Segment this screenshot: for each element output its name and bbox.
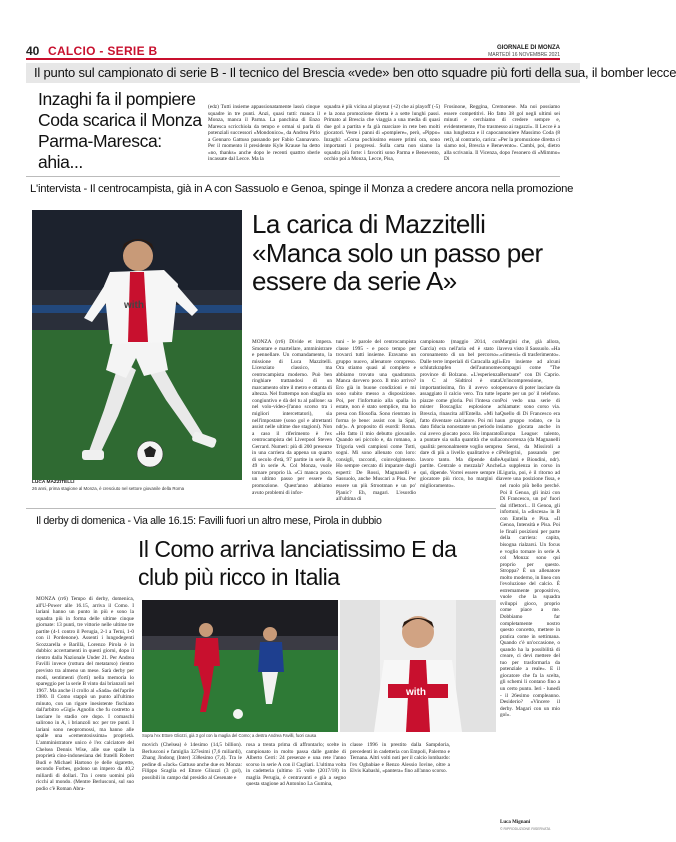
como-article-column-4: classe 1996 in prestito dalla Sampdoria, precedenti in cadetteria con Empoli, Palermo e Ternana. Altri volti noti per il calcio lombardo: l'ex Ogbabiae e Renzo Alessio Iovine, oltre a Elvis Kabashi, «pantera» fino all'anno scorso. [350, 742, 450, 775]
divider [26, 508, 496, 509]
main-article-column-4: Margini che, già allora, aveva visto il Sassuolo. «Ha «rimessi» di trasferimento». «Ero insieme ad alcuni compagni come "The Bernaute" con Di Caprio. Un'incomprensione, pensavo di poter lasciare da parte per un po' il telefono. Poi vedo una serie di chiamate: sono corso via. Quello di Di Francesco era un gruppo rodato, ce la siamo giocata anche in Europa League: talento, concorrenza (da Magnanelli a Sensi, da Missiroli a Pellegrini, passando per Aquilani e Biondini, ndr). La supplenza in corso in Liguria, poi, è il ritorno ad avere una posizione fissa, e nel ruolo più bello perché. Poi il Genoa, gli inizi con Di Francesco, un po' fuori dai riflettori... Il Genoa, gli infortuni, la «discesa» in B con Entella e Pisa. «Il Genoa, Intensità e Pisa. Poi le finali posizioni per parte della carriera: capita, bisogna rialzarsi. Un focus e voglio tornare in serie A col Monza: sono qui proprio per questo. Stroppa? È un allenatore molto moderno, in linea con l'evoluzione del calcio. È estremamente propositivo, vuole che la squadra sviluppi gioco, proprio come piace a me. Dobbiamo far completamente nostro questo concetto, mettere in pratica come in settimana. Quando c'è un'occasione, o quando ha la possibilità di creare, ci devi mettere del tuo per trasformarla da potenziale a reale». E il giocatore che fa la scelta, gli schemi li contano fino a un certo punto. Ieri - lunedì - il 26esimo compleanno. Desiderio? «Vincere il derby. Magari con un mio gol». [500, 339, 560, 719]
top-kicker-strip [26, 63, 676, 83]
main-headline: La carica di Mazzitelli «Manca solo un passo per essere da serie A» [252, 209, 543, 296]
top-article-headline: Inzaghi fa il pompiere Coda scarica il Monza Parma-Maresca: ahia... [38, 89, 202, 172]
como-article-column-1: MONZA (rr6) Tempo di derby, domenica, all'U-Power alle 16.15, arriva il Como. I lariani hanno un punto in più e sono la squadra più in forma delle ultime cinque giornate: 13 punti, tre vittorie nelle ultime tre partite (4-1 contro il Perugia, 2-1 a Terni, 1-0 con il Pordenone). Assenti i lungodegenti Scozzarella e Barillà, Lorenzo Pirola è in dubbio: accertamenti in questi giorni, dopo il rientro dalla Nazionale Under 21. Per Andrea Favilli invece (rottura del metatarso) rientro previsto tra almeno un mese. Sarà derby per modi, sentimenti (forti) nella memoria lo spareggio per la serie B vinto dai brianzoli nel 1967. Ma anche il crollo al «Sada» dell'aprile 1980. Il Como stappò un punto all'ultimo minuto, con un rigore inesistente fischiato dall'arbitro «Gigi» Agnolin che fu costretto a lasciare lo stadio ore dopo. I comaschi salirono in A, i brianzoli no: per tre punti. I lariani sono neopromossi, ma hanno alle spalle una «cementosissima» proprietà. L'amministratore unico è l'ex calciatore del Chelsea Dennis Wise, alle sue spalle la proprietà cino-indonesiana dei fratelli Robert Budi e Michael Hartono (e delle sigarette, secondo Forbes, godono un impero da 40,2 miliardi di dollari. Tra i cento uomini più ricchi al mondo. (Mentre Berlusconi, sul suo podio c'è Roman Abra- [36, 596, 134, 792]
main-article-column-3: campionato (maggio 2014, con Garcia) era nell'aria ed è stato il coronamento di un bel percorso». Dalle terre imperiali di Caracalla agli schlutzkrapfen dell'autonome province di Bolzano. «L'esperienza in C al Südtirol è stata importantissima, fin il avevo solo assaggiato il calcio vero. Tra tutte le piazze come gloria. Poi l'intesa con mister Boscaglia: esplosione a Brescia, rinascita all'Entella. «Mi ha fatto diventare calciatore. Poi mi ha dato fiducia nonostante un periodo in cui avevo giocato poco. Ho imparato a puntare sia sulla quantità che sulla qualità: personalmente voglio sempre dare di più a livello qualitativo e ci lavoro tanto. Ma dipende dalle partite. Centrale o mezzala? Anche qui, dipende. Vorrei essere sempre il giocatore più ricco, ho margini di miglioramento». [420, 339, 500, 490]
newspaper-name: GIORNALE DI MONZA [497, 45, 560, 51]
copyright-notice: © RIPRODUZIONE RISERVATA [500, 827, 551, 831]
match-illustration [142, 600, 338, 732]
top-kicker-text: Il punto sul campionato di serie B - Il tecnico del Brescia «vede» ben otto squadre più forti della sua, il bomber lecce [34, 65, 676, 80]
favilli-illustration [340, 600, 496, 732]
como-headline: Il Como arriva lanciatissimo E da club più ricco in Italia [138, 536, 457, 590]
author-signature: Luca Mignani [500, 820, 531, 825]
banner-text: with [406, 687, 426, 698]
photo-caption: 26 anni, prima stagione al Monza, è cresciuto nel settore giovanile della Roma [32, 486, 185, 491]
main-article-column-1: MONZA (rr6) Divide et impera. Smontare e martellare, amministrare e pennellare. Un comandamento, la missione di Luca Mazzitelli. Licenziato classico, ma centrocampista moderno. Può ben ringhiare trattandosi di un marcamento oltre il metro e ottanta di altezza. Nel frattempo non sbaglia un congiuntivo e dà del tu al pallone: sa nel volo-video-(l'anno scorso tra i migliori intercettatori), sia nell'impostare (sono gol e altrettanti assist nelle ultime due stagioni). Non a caso il riferimento è l'ex centrocampista del Liverpool Steven Gerrard. Numeri: più di 200 presenze in una carriera da appena un quarto di secolo d'età, 97 partite in serie B, 49 in serie A. Col Monza, vuole tornare proprio là. «Ci manca poco, un ultimo passo per essere da promozione. Quest'anno abbiamo avuto problemi di infor- [252, 339, 333, 496]
page-number: 40 [26, 44, 40, 58]
top-article-column-3: Frosinone, Reggina, Cremonese. Ma noi possiamo essere competitivi. Ho fatto 38 gol negli ultimi sei minuti e cerchiamo di credere sempre e, evidentemente, l'ho trasmesso ai ragazzi». Il Lecce è a una lunghezza e il capocannoniere Massimo Coda (8 reti), al contrario, carica: «Per la promozione diretta ci siamo noi, Brescia e Benevento». Cambi, poi, dietro alla scrivania. Il Vicenza, dopo l'esonero di «Mimmo» Di [444, 104, 560, 163]
publication-date: MARTEDÌ 16 NOVEMBRE 2021 [488, 52, 560, 58]
gliozzi-photo [142, 600, 338, 732]
section-title: CALCIO - SERIE B [48, 44, 158, 58]
photo-caption-title: LUCA MAZZITELLI [32, 480, 75, 485]
page-header [26, 44, 560, 60]
top-article-column-2: squadra è più vicina al playout (+2) che ai playoff (-5) e la zona promozione diretta è a sette lunghi passi. Primato al Brescia che viaggia a una media di quasi due gol a partita e fa già marciare in rete ben molti giocatori. Veste i panni di «pompiere», però, «Pippo» Inzaghi: «Corsa pochissimo essere primi ora, sono importanti i progressi. Sulla carta non siamo la squadra più forte: i favoriti sono Parma e Benevento, occhio poi a Monza, Lecce, Pisa, [324, 104, 440, 163]
photo-caption: Sopra l'ex Ettore Gliozzi, già 3 gol con la maglia del Como; a destra Andrea Favilli, fuori causa [142, 733, 317, 738]
interview-kicker: L'intervista - Il centrocampista, già in A con Sassuolo e Genoa, spinge il Monza a credere ancora nella promozione [30, 183, 574, 195]
main-article-column-2: tuni - le parole del centrocampista classe 1995 - e poco tempo per trovarci tutti insieme. Eravamo un gruppo nuovo, allenatore compreso. Ora stiamo quasi al completo e abbiamo trovato una quadratura. Manca davvero poco. Il mio arrivo? Ero già in buone condizioni e mi sono subito messo a disposizione. Poi, per l'infortunio alla spalla in estate, non è stato semplice, ma ho presa con filosofia. Sono rientrato in forma (e bene: assist con la Spal, ndr)». A proposito di esordi: Roma. «Ho fatto il mio debutto giovanile. Quando sei piccolo e, da romano, a Trigoria vedi campioni come Totti, sogni. Mi sono allenato con loro: consigli, racconti, coinvolgimento. Ho sempre cercato di imparare dagli esperti: De Rossi, Magnanelli e Sassuolo, anche Muscari a Pisa. Per essere un più Strootman e un po' Pjanic? Eh, magari. L'esordio all'ultima di [336, 339, 416, 503]
footballer-illustration [32, 210, 242, 480]
mazzitelli-photo [32, 210, 242, 480]
como-article-column-2: movich (Chelsea) è 14esimo (14,5 billion). Berlusconi e famiglia 327esimi (7,6 miliardi), Zhang Jindong (Inter) 338esimo (7,4). Tra le pedine di «Jack» Gattuso anche due ex Monza: Filippo Scaglia ed Ettore Gliozzi (3 gol), possibili in campo dal presidio al Cesenate e [142, 742, 242, 781]
favilli-photo [340, 600, 496, 732]
shirt-sponsor: with [124, 300, 144, 311]
como-article-column-3: rosa a trenta prima di affrontarlo; scelte in campionato in molto passa dalle gambe di Alberto Cerri: 24 presenze e una rete l'anno scorso in serie A con il Cagliari. L'ultima volta in cadetteria (ultimo 15 volte (2017/18) in maglia Perugia, è centravanti e già a segno questa stagione ad Antonino La Gumina, [246, 742, 346, 788]
top-article-column-1: (edz) Tutti insieme appassionatamente lassù cinque squadre in tre punti. Anzi, quasi tutti: manca il Monza, manca il Parma. La panchina di Enzo Maresca scricchiola da tempo e ormai si parla di potenziali successori «Mondonico», da Andrea Pirlo a Gennaro Gattuso passando per Fabio Cannavaro. Per il momento il presidente Kyle Krause ha detto «no, thanks» anche dopo le recenti quattro sberle incassate dal Lecce. Ma la [208, 104, 320, 163]
derby-kicker: Il derby di domenica - Via alle 16.15: Favilli fuori un altro mese, Pirola in dubbio [36, 515, 382, 527]
divider [26, 176, 560, 177]
